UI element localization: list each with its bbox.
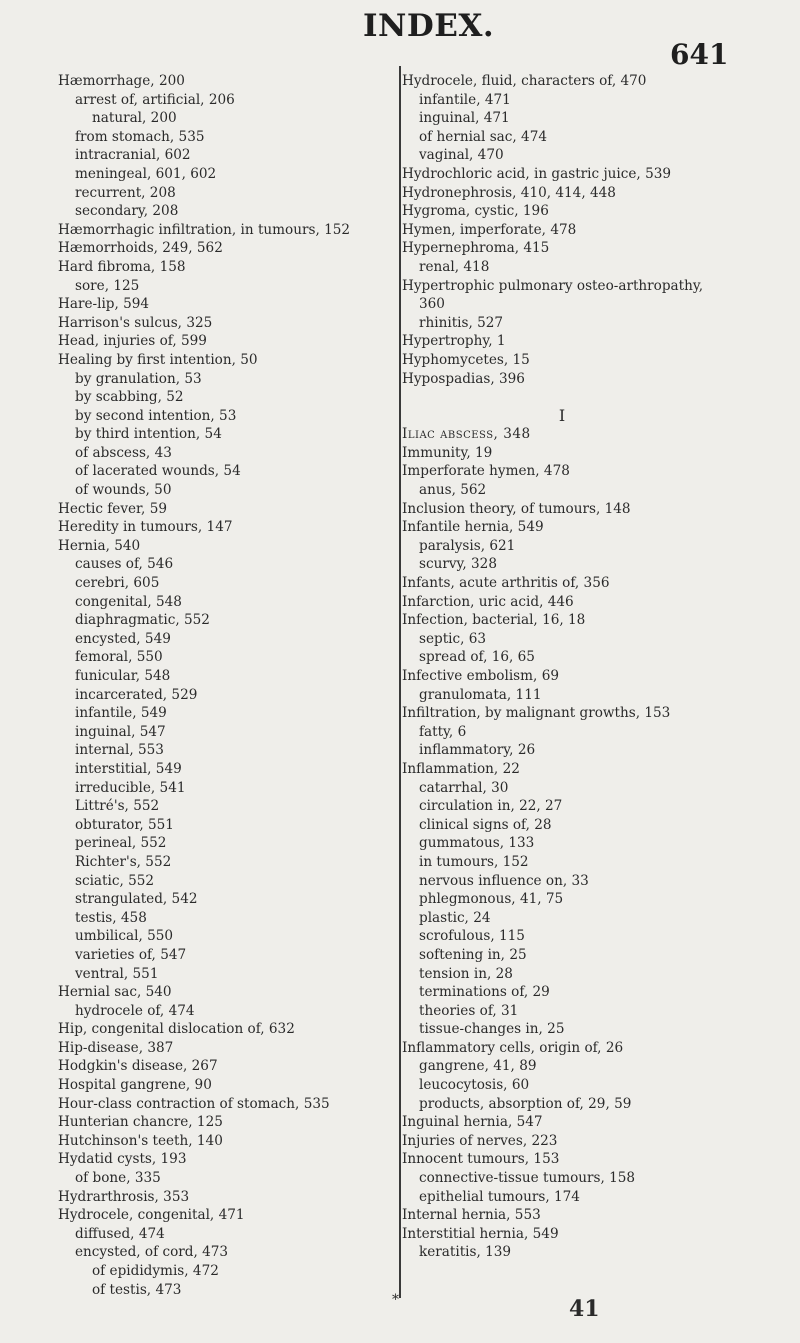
index-entry: Hydronephrosis, 410, 414, 448 (402, 184, 616, 201)
index-entry: Hypertrophic pulmonary osteo-arthropathy, (402, 277, 704, 294)
index-subentry: diaphragmatic, 552 (75, 612, 210, 629)
index-subentry: secondary, 208 (75, 203, 179, 220)
index-entry: Interstitial hernia, 549 (402, 1225, 559, 1242)
index-subentry: internal, 553 (75, 742, 164, 759)
index-entry: Hydrocele, fluid, characters of, 470 (402, 73, 647, 89)
index-column-left (58, 72, 398, 1299)
index-entry: Healing by first intention, 50 (58, 351, 258, 368)
index-subentry: Richter's, 552 (75, 853, 172, 870)
index-entry: Innocent tumours, 153 (402, 1151, 560, 1168)
index-subentry: anus, 562 (419, 482, 487, 499)
index-subentry: from stomach, 535 (75, 128, 205, 145)
index-subentry: leucocytosis, 60 (419, 1077, 530, 1094)
printer-mark: * (392, 1292, 399, 1308)
index-subentry: scurvy, 328 (419, 556, 497, 573)
index-subentry: theories of, 31 (419, 1002, 519, 1019)
index-entry: Hard fibroma, 158 (58, 258, 186, 275)
index-subentry: cerebri, 605 (75, 575, 160, 592)
index-entry: Immunity, 19 (402, 444, 493, 461)
index-subentry: in tumours, 152 (419, 853, 529, 870)
index-entry: Hip, congenital dislocation of, 632 (58, 1021, 295, 1038)
index-subentry: hydrocele of, 474 (75, 1002, 195, 1019)
index-subentry: congenital, 548 (75, 593, 182, 610)
index-subentry: inguinal, 547 (75, 723, 166, 740)
index-entry: Infiltration, by malignant growths, 153 (402, 705, 671, 722)
index-subentry: vaginal, 470 (419, 147, 504, 164)
index-entry: Inclusion theory, of tumours, 148 (402, 500, 631, 517)
index-subentry: renal, 418 (419, 258, 490, 275)
index-subentry: nervous influence on, 33 (419, 872, 589, 889)
index-subentry: of epididymis, 472 (92, 1263, 219, 1279)
index-entry: Hernia, 540 (58, 537, 141, 554)
index-subentry: circulation in, 22, 27 (419, 798, 563, 815)
index-entry: Imperforate hymen, 478 (402, 463, 570, 480)
index-entry: Hypertrophy, 1 (402, 333, 506, 350)
index-entry: Hydrochloric acid, in gastric juice, 539 (402, 165, 672, 182)
index-subentry: by granulation, 53 (75, 370, 202, 387)
index-subentry: funicular, 548 (75, 668, 171, 684)
index-subentry: perineal, 552 (75, 835, 167, 852)
index-entry: Hunterian chancre, 125 (58, 1114, 223, 1131)
index-subentry: terminations of, 29 (419, 984, 550, 1001)
column-divider (399, 66, 401, 1298)
index-entry: Infantile hernia, 549 (402, 519, 544, 536)
page-number: 641 (670, 38, 729, 71)
index-subentry: spread of, 16, 65 (419, 649, 535, 666)
index-entry: Inflammation, 22 (402, 760, 520, 777)
index-subentry: irreducible, 541 (75, 779, 186, 796)
index-subentry: plastic, 24 (419, 909, 491, 926)
index-subentry: tissue-changes in, 25 (419, 1021, 565, 1038)
index-entry: Hour-class contraction of stomach, 535 (58, 1095, 330, 1112)
index-entry: Hypernephroma, 415 (402, 240, 550, 257)
index-subentry: granulomata, 111 (419, 686, 542, 703)
index-subentry: tension in, 28 (419, 965, 513, 982)
index-subentry: by second intention, 53 (75, 407, 237, 424)
index-entry: Hectic fever, 59 (58, 500, 168, 517)
index-subentry: inflammatory, 26 (419, 742, 536, 759)
index-subentry: keratitis, 139 (419, 1244, 512, 1261)
index-entry: Hodgkin's disease, 267 (58, 1058, 218, 1075)
index-subentry: softening in, 25 (419, 946, 527, 963)
index-subentry: paralysis, 621 (419, 537, 516, 554)
index-entry: Infective embolism, 69 (402, 668, 559, 684)
index-subentry: intracranial, 602 (75, 147, 191, 164)
index-subentry: by scabbing, 52 (75, 389, 184, 406)
index-subentry: of hernial sac, 474 (419, 128, 547, 145)
index-subentry: diffused, 474 (75, 1225, 165, 1242)
index-subentry: scrofulous, 115 (419, 928, 525, 945)
index-entry: Hydrocele, congenital, 471 (58, 1207, 245, 1224)
index-subentry: sore, 125 (75, 277, 140, 294)
index-subentry: ventral, 551 (75, 965, 159, 982)
index-subentry: infantile, 471 (419, 91, 511, 108)
index-subentry: by third intention, 54 (75, 426, 222, 443)
index-entry: Inguinal hernia, 547 (402, 1114, 543, 1131)
index-subentry: strangulated, 542 (75, 891, 198, 908)
index-subentry: clinical signs of, 28 (419, 816, 552, 833)
index-subentry: testis, 458 (75, 909, 147, 926)
index-entry: Heredity in tumours, 147 (58, 519, 233, 536)
index-entry: Hernial sac, 540 (58, 984, 172, 1001)
index-entry: Infection, bacterial, 16, 18 (402, 612, 586, 629)
index-entry: Internal hernia, 553 (402, 1207, 541, 1224)
index-entry: Hip-disease, 387 (58, 1039, 174, 1056)
index-subentry: encysted, 549 (75, 630, 171, 647)
index-subentry: of testis, 473 (92, 1281, 182, 1298)
index-subentry: septic, 63 (419, 630, 487, 647)
index-entry: Infants, acute arthritis of, 356 (402, 575, 610, 592)
index-subentry: gummatous, 133 (419, 835, 535, 852)
index-entry: Hydrarthrosis, 353 (58, 1188, 190, 1205)
index-entry: Hymen, imperforate, 478 (402, 221, 577, 238)
index-entry: Hæmorrhage, 200 (58, 73, 185, 89)
index-subentry: of abscess, 43 (75, 444, 172, 461)
index-entry: Hypospadias, 396 (402, 370, 525, 387)
index-subentry: femoral, 550 (75, 649, 163, 666)
page-header-title: INDEX. (363, 8, 495, 44)
index-entry: Hæmorrhoids, 249, 562 (58, 240, 223, 257)
index-entry: Hospital gangrene, 90 (58, 1077, 212, 1094)
index-entry: Hæmorrhagic infiltration, in tumours, 152 (58, 221, 351, 238)
index-subentry: natural, 200 (92, 110, 177, 127)
index-entry: Head, injuries of, 599 (58, 333, 207, 350)
index-entry: Infarction, uric acid, 446 (402, 593, 574, 610)
index-subentry: Littré's, 552 (75, 798, 160, 815)
index-subentry: gangrene, 41, 89 (419, 1058, 537, 1075)
index-entry: Hygroma, cystic, 196 (402, 203, 549, 220)
index-subentry: arrest of, artificial, 206 (75, 91, 235, 108)
index-subentry: fatty, 6 (419, 723, 467, 740)
index-entry: Harrison's sulcus, 325 (58, 314, 213, 331)
index-subentry: encysted, of cord, 473 (75, 1244, 229, 1261)
index-subentry: phlegmonous, 41, 75 (419, 891, 564, 908)
signature-mark: 41 (569, 1296, 600, 1322)
index-subentry: infantile, 549 (75, 705, 167, 722)
blank-line (402, 388, 762, 407)
index-subentry: connective-tissue tumours, 158 (419, 1170, 636, 1187)
index-subentry: of wounds, 50 (75, 482, 172, 499)
index-entry: Hyphomycetes, 15 (402, 351, 530, 368)
index-subentry: epithelial tumours, 174 (419, 1188, 580, 1205)
index-subentry: sciatic, 552 (75, 872, 155, 889)
index-subentry: of lacerated wounds, 54 (75, 463, 241, 480)
index-subentry: of bone, 335 (75, 1170, 161, 1187)
index-subentry: recurrent, 208 (75, 184, 176, 201)
index-entry: Hydatid cysts, 193 (58, 1151, 187, 1168)
index-entry: Hare-lip, 594 (58, 296, 150, 313)
index-entry: Iliac abscess, 348 (402, 426, 531, 443)
index-subentry: interstitial, 549 (75, 760, 182, 777)
index-subentry: umbilical, 550 (75, 928, 174, 945)
index-subentry: obturator, 551 (75, 816, 174, 833)
index-subentry: meningeal, 601, 602 (75, 165, 217, 182)
section-letter: I (558, 405, 566, 425)
index-subentry: products, absorption of, 29, 59 (419, 1095, 632, 1112)
index-subentry: causes of, 546 (75, 556, 174, 573)
index-subentry: varieties of, 547 (75, 946, 187, 963)
index-subentry: catarrhal, 30 (419, 779, 509, 796)
index-subentry: inguinal, 471 (419, 110, 510, 127)
index-subentry: incarcerated, 529 (75, 686, 198, 703)
index-column-right (402, 72, 762, 1262)
index-entry: Injuries of nerves, 223 (402, 1132, 558, 1149)
index-subentry: rhinitis, 527 (419, 314, 504, 331)
index-entry: Inflammatory cells, origin of, 26 (402, 1039, 624, 1056)
index-entry: Hutchinson's teeth, 140 (58, 1132, 223, 1149)
index-subentry: 360 (419, 296, 445, 313)
